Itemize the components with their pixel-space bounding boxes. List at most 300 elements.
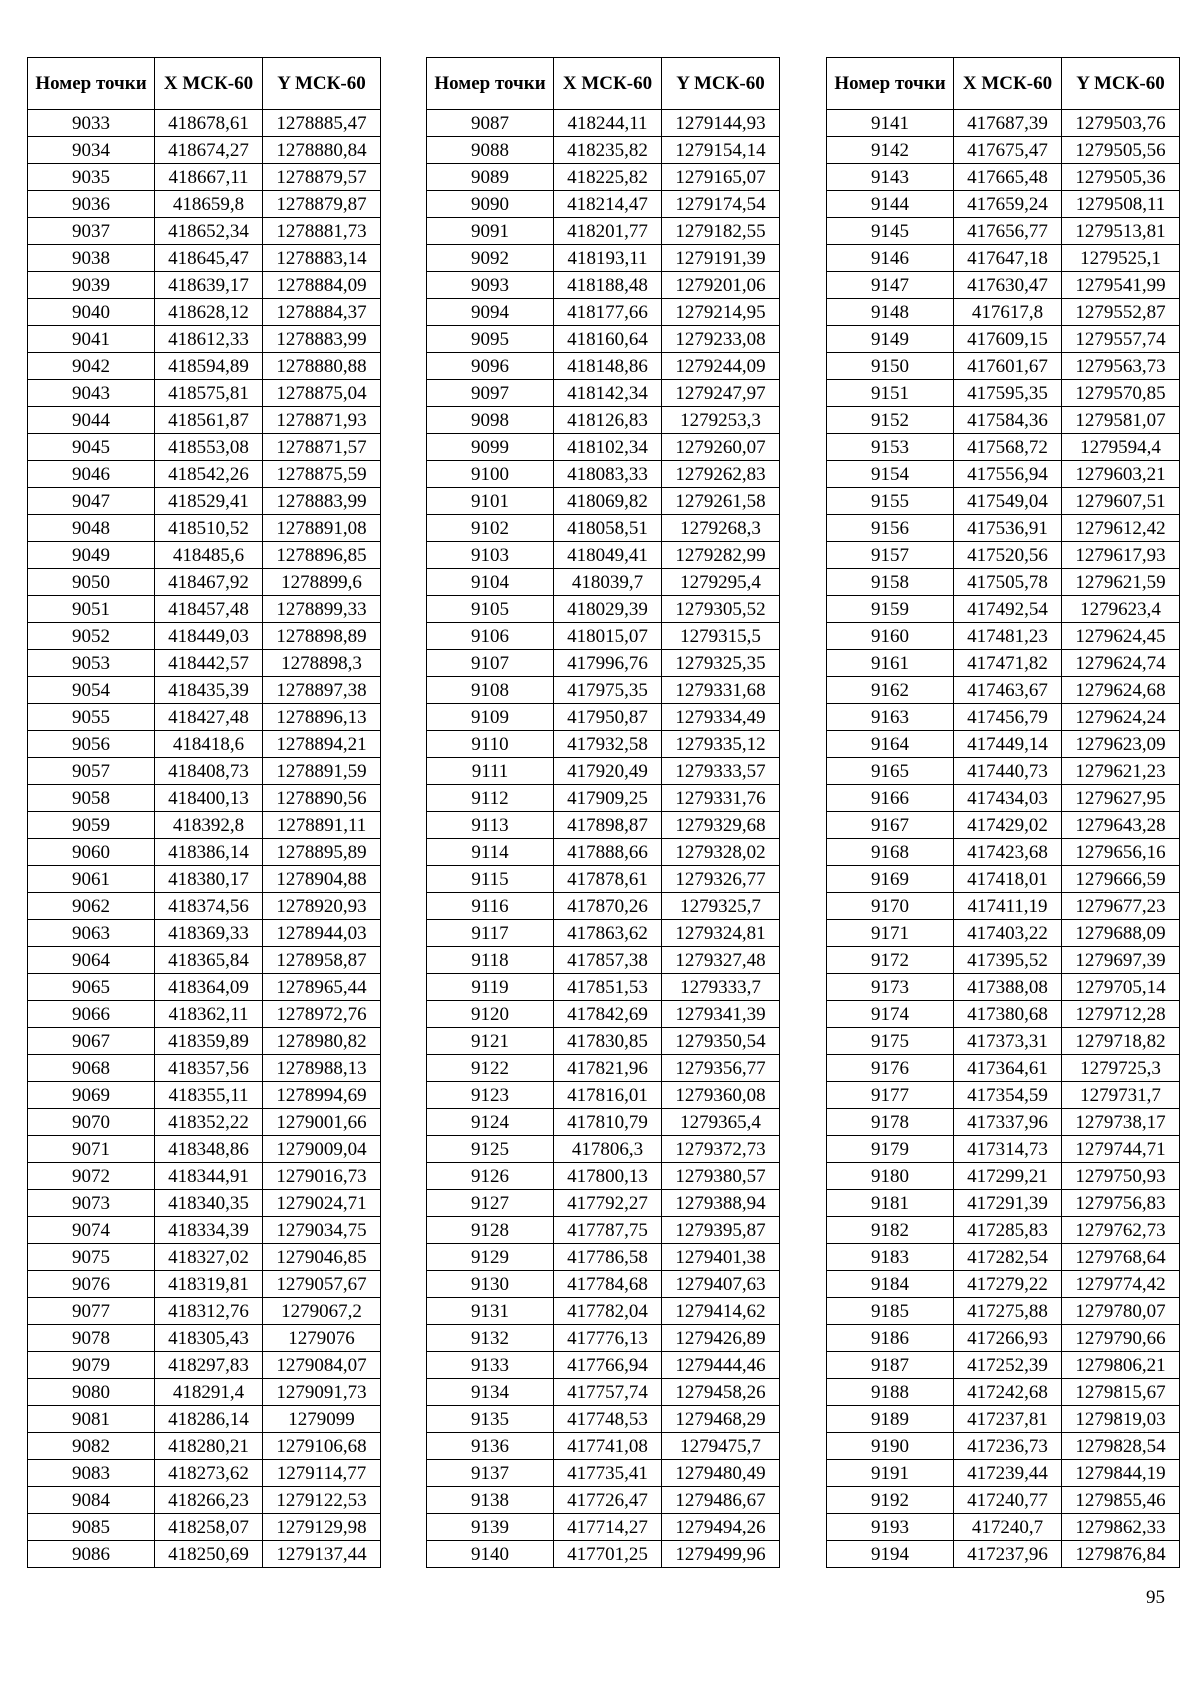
x-coordinate-cell: 418126,83 <box>554 407 662 434</box>
y-coordinate-cell: 1278897,38 <box>263 677 381 704</box>
x-coordinate-cell: 418244,11 <box>554 110 662 137</box>
point-number-cell: 9062 <box>28 893 155 920</box>
y-coordinate-cell: 1279762,73 <box>1062 1217 1180 1244</box>
point-number-cell: 9151 <box>827 380 954 407</box>
x-coordinate-cell: 417440,73 <box>954 758 1062 785</box>
x-coordinate-cell: 418280,21 <box>155 1433 263 1460</box>
point-number-cell: 9128 <box>427 1217 554 1244</box>
point-number-cell: 9188 <box>827 1379 954 1406</box>
point-number-cell: 9168 <box>827 839 954 866</box>
y-coordinate-cell: 1279621,59 <box>1062 569 1180 596</box>
point-number-cell: 9041 <box>28 326 155 353</box>
x-coordinate-cell: 417675,47 <box>954 137 1062 164</box>
point-number-cell: 9103 <box>427 542 554 569</box>
y-coordinate-cell: 1279508,11 <box>1062 191 1180 218</box>
table-row <box>28 1190 381 1217</box>
y-coordinate-cell: 1278880,84 <box>263 137 381 164</box>
point-number-cell: 9076 <box>28 1271 155 1298</box>
x-coordinate-cell: 417810,79 <box>554 1109 662 1136</box>
x-coordinate-cell: 417429,02 <box>954 812 1062 839</box>
x-coordinate-cell: 417364,61 <box>954 1055 1062 1082</box>
table-row <box>28 272 381 299</box>
point-number-cell: 9051 <box>28 596 155 623</box>
table-row <box>827 1433 1180 1460</box>
point-number-cell: 9082 <box>28 1433 155 1460</box>
table-row <box>827 299 1180 326</box>
y-coordinate-cell: 1279262,83 <box>662 461 780 488</box>
table-row <box>427 542 780 569</box>
table-row <box>28 1244 381 1271</box>
y-coordinate-cell: 1279024,71 <box>263 1190 381 1217</box>
table-row <box>827 1190 1180 1217</box>
point-number-cell: 9036 <box>28 191 155 218</box>
table-row <box>427 353 780 380</box>
point-number-cell: 9048 <box>28 515 155 542</box>
y-coordinate-cell: 1279253,3 <box>662 407 780 434</box>
point-number-cell: 9115 <box>427 866 554 893</box>
table-row <box>427 1514 780 1541</box>
table-row <box>827 623 1180 650</box>
x-coordinate-cell: 417584,36 <box>954 407 1062 434</box>
table-row <box>28 1325 381 1352</box>
x-coordinate-cell: 417863,62 <box>554 920 662 947</box>
x-coordinate-cell: 417816,01 <box>554 1082 662 1109</box>
x-coordinate-cell: 417842,69 <box>554 1001 662 1028</box>
point-number-cell: 9061 <box>28 866 155 893</box>
y-coordinate-cell: 1279174,54 <box>662 191 780 218</box>
point-number-cell: 9123 <box>427 1082 554 1109</box>
table-row <box>28 191 381 218</box>
table-row <box>427 218 780 245</box>
table-row <box>827 920 1180 947</box>
y-coordinate-cell: 1279656,16 <box>1062 839 1180 866</box>
y-coordinate-cell: 1279122,53 <box>263 1487 381 1514</box>
y-coordinate-cell: 1279380,57 <box>662 1163 780 1190</box>
point-number-cell: 9166 <box>827 785 954 812</box>
table-row <box>827 704 1180 731</box>
x-coordinate-cell: 417549,04 <box>954 488 1062 515</box>
point-number-cell: 9093 <box>427 272 554 299</box>
point-number-cell: 9172 <box>827 947 954 974</box>
point-number-cell: 9080 <box>28 1379 155 1406</box>
point-number-cell: 9049 <box>28 542 155 569</box>
x-coordinate-cell: 417857,38 <box>554 947 662 974</box>
y-coordinate-cell: 1278883,99 <box>263 488 381 515</box>
point-number-cell: 9045 <box>28 434 155 461</box>
point-number-cell: 9171 <box>827 920 954 947</box>
table-row <box>28 542 381 569</box>
table-row <box>28 407 381 434</box>
table-row <box>28 1352 381 1379</box>
x-coordinate-cell: 417411,19 <box>954 893 1062 920</box>
point-number-cell: 9047 <box>28 488 155 515</box>
x-coordinate-cell: 418305,43 <box>155 1325 263 1352</box>
point-number-cell: 9141 <box>827 110 954 137</box>
x-coordinate-cell: 417279,22 <box>954 1271 1062 1298</box>
table-row <box>827 758 1180 785</box>
point-number-cell: 9106 <box>427 623 554 650</box>
x-coordinate-cell: 418201,77 <box>554 218 662 245</box>
x-coordinate-cell: 417776,13 <box>554 1325 662 1352</box>
y-coordinate-header: Y МСК-60 <box>263 58 381 110</box>
table-row <box>827 1460 1180 1487</box>
y-coordinate-cell: 1279247,97 <box>662 380 780 407</box>
x-coordinate-cell: 417471,82 <box>954 650 1062 677</box>
y-coordinate-cell: 1279328,02 <box>662 839 780 866</box>
y-coordinate-cell: 1278875,59 <box>263 461 381 488</box>
y-coordinate-cell: 1279623,4 <box>1062 596 1180 623</box>
table-row <box>427 407 780 434</box>
point-number-cell: 9178 <box>827 1109 954 1136</box>
y-coordinate-cell: 1279677,23 <box>1062 893 1180 920</box>
y-coordinate-cell: 1278944,03 <box>263 920 381 947</box>
table-row <box>427 1325 780 1352</box>
point-number-cell: 9055 <box>28 704 155 731</box>
table-row <box>427 758 780 785</box>
x-coordinate-cell: 418542,26 <box>155 461 263 488</box>
point-number-cell: 9100 <box>427 461 554 488</box>
y-coordinate-cell: 1279503,76 <box>1062 110 1180 137</box>
y-coordinate-cell: 1278884,09 <box>263 272 381 299</box>
table-row <box>827 1244 1180 1271</box>
y-coordinate-cell: 1279624,45 <box>1062 623 1180 650</box>
y-coordinate-cell: 1279623,09 <box>1062 731 1180 758</box>
table-row <box>427 974 780 1001</box>
x-coordinate-cell: 417830,85 <box>554 1028 662 1055</box>
table-row <box>827 1001 1180 1028</box>
table-row <box>827 137 1180 164</box>
y-coordinate-cell: 1278895,89 <box>263 839 381 866</box>
table-row <box>427 1541 780 1568</box>
x-coordinate-cell: 418102,34 <box>554 434 662 461</box>
point-number-cell: 9079 <box>28 1352 155 1379</box>
table-row <box>827 1379 1180 1406</box>
x-coordinate-cell: 417659,24 <box>954 191 1062 218</box>
point-number-cell: 9069 <box>28 1082 155 1109</box>
y-coordinate-cell: 1279356,77 <box>662 1055 780 1082</box>
y-coordinate-cell: 1279725,3 <box>1062 1055 1180 1082</box>
x-coordinate-cell: 418148,86 <box>554 353 662 380</box>
table-row <box>28 299 381 326</box>
point-number-cell: 9113 <box>427 812 554 839</box>
point-number-cell: 9138 <box>427 1487 554 1514</box>
table-row <box>827 542 1180 569</box>
point-number-cell: 9037 <box>28 218 155 245</box>
y-coordinate-cell: 1279001,66 <box>263 1109 381 1136</box>
table-row <box>427 434 780 461</box>
point-number-cell: 9145 <box>827 218 954 245</box>
y-coordinate-cell: 1279525,1 <box>1062 245 1180 272</box>
point-number-cell: 9184 <box>827 1271 954 1298</box>
point-number-cell: 9091 <box>427 218 554 245</box>
point-number-cell: 9042 <box>28 353 155 380</box>
y-coordinate-cell: 1279624,68 <box>1062 677 1180 704</box>
point-number-cell: 9189 <box>827 1406 954 1433</box>
point-number-cell: 9112 <box>427 785 554 812</box>
point-number-cell: 9084 <box>28 1487 155 1514</box>
x-coordinate-cell: 417236,73 <box>954 1433 1062 1460</box>
point-number-cell: 9096 <box>427 353 554 380</box>
point-number-cell: 9039 <box>28 272 155 299</box>
y-coordinate-cell: 1279350,54 <box>662 1028 780 1055</box>
y-coordinate-cell: 1279282,99 <box>662 542 780 569</box>
y-coordinate-cell: 1279552,87 <box>1062 299 1180 326</box>
table-row <box>427 1379 780 1406</box>
x-coordinate-cell: 418612,33 <box>155 326 263 353</box>
point-number-cell: 9050 <box>28 569 155 596</box>
x-coordinate-cell: 418529,41 <box>155 488 263 515</box>
x-coordinate-cell: 418628,12 <box>155 299 263 326</box>
x-coordinate-cell: 417617,8 <box>954 299 1062 326</box>
table-row <box>28 839 381 866</box>
point-number-cell: 9054 <box>28 677 155 704</box>
x-coordinate-cell: 417568,72 <box>954 434 1062 461</box>
x-coordinate-cell: 418408,73 <box>155 758 263 785</box>
y-coordinate-cell: 1278891,59 <box>263 758 381 785</box>
x-coordinate-cell: 417373,31 <box>954 1028 1062 1055</box>
x-coordinate-cell: 418427,48 <box>155 704 263 731</box>
table-row <box>427 1001 780 1028</box>
point-number-cell: 9158 <box>827 569 954 596</box>
x-coordinate-cell: 417463,67 <box>954 677 1062 704</box>
y-coordinate-cell: 1279401,38 <box>662 1244 780 1271</box>
point-number-cell: 9156 <box>827 515 954 542</box>
y-coordinate-cell: 1279233,08 <box>662 326 780 353</box>
point-number-cell: 9142 <box>827 137 954 164</box>
x-coordinate-cell: 417782,04 <box>554 1298 662 1325</box>
y-coordinate-cell: 1279750,93 <box>1062 1163 1180 1190</box>
point-number-cell: 9073 <box>28 1190 155 1217</box>
point-number-cell: 9152 <box>827 407 954 434</box>
x-coordinate-cell: 417285,83 <box>954 1217 1062 1244</box>
y-coordinate-cell: 1279191,39 <box>662 245 780 272</box>
y-coordinate-cell: 1278890,56 <box>263 785 381 812</box>
x-coordinate-cell: 418386,14 <box>155 839 263 866</box>
y-coordinate-cell: 1278885,47 <box>263 110 381 137</box>
point-number-cell: 9148 <box>827 299 954 326</box>
x-coordinate-cell: 417505,78 <box>954 569 1062 596</box>
y-coordinate-cell: 1279876,84 <box>1062 1541 1180 1568</box>
table-row <box>427 1190 780 1217</box>
table-row <box>427 299 780 326</box>
point-number-cell: 9116 <box>427 893 554 920</box>
point-number-cell: 9149 <box>827 326 954 353</box>
point-number-cell: 9159 <box>827 596 954 623</box>
point-number-cell: 9164 <box>827 731 954 758</box>
table-row <box>28 1217 381 1244</box>
point-number-cell: 9085 <box>28 1514 155 1541</box>
point-number-cell: 9150 <box>827 353 954 380</box>
y-coordinate-cell: 1279034,75 <box>263 1217 381 1244</box>
point-number-cell: 9122 <box>427 1055 554 1082</box>
table-row <box>827 785 1180 812</box>
y-coordinate-cell: 1279607,51 <box>1062 488 1180 515</box>
table-row <box>827 461 1180 488</box>
table-row <box>427 1487 780 1514</box>
table-row <box>427 596 780 623</box>
y-coordinate-cell: 1278896,13 <box>263 704 381 731</box>
x-coordinate-cell: 417630,47 <box>954 272 1062 299</box>
point-number-cell: 9034 <box>28 137 155 164</box>
x-coordinate-cell: 418015,07 <box>554 623 662 650</box>
point-number-cell: 9072 <box>28 1163 155 1190</box>
x-coordinate-cell: 418291,4 <box>155 1379 263 1406</box>
point-number-cell: 9059 <box>28 812 155 839</box>
point-number-cell: 9102 <box>427 515 554 542</box>
table-row <box>827 515 1180 542</box>
point-number-cell: 9118 <box>427 947 554 974</box>
table-row <box>827 974 1180 1001</box>
point-number-cell: 9046 <box>28 461 155 488</box>
y-coordinate-cell: 1279486,67 <box>662 1487 780 1514</box>
x-coordinate-cell: 418485,6 <box>155 542 263 569</box>
x-coordinate-cell: 418177,66 <box>554 299 662 326</box>
y-coordinate-cell: 1279666,59 <box>1062 866 1180 893</box>
table-row <box>28 731 381 758</box>
table-row <box>827 191 1180 218</box>
x-coordinate-cell: 418639,17 <box>155 272 263 299</box>
point-number-cell: 9167 <box>827 812 954 839</box>
x-coordinate-cell: 418364,09 <box>155 974 263 1001</box>
y-coordinate-cell: 1279731,7 <box>1062 1082 1180 1109</box>
table-row <box>427 1055 780 1082</box>
point-number-cell: 9070 <box>28 1109 155 1136</box>
point-number-cell: 9121 <box>427 1028 554 1055</box>
y-coordinate-cell: 1279705,14 <box>1062 974 1180 1001</box>
point-number-cell: 9179 <box>827 1136 954 1163</box>
point-number-cell: 9132 <box>427 1325 554 1352</box>
table-row <box>827 731 1180 758</box>
table-row <box>827 245 1180 272</box>
x-coordinate-cell: 417821,96 <box>554 1055 662 1082</box>
y-coordinate-cell: 1279144,93 <box>662 110 780 137</box>
coordinate-table <box>27 57 381 1568</box>
point-number-cell: 9063 <box>28 920 155 947</box>
table-row <box>28 1082 381 1109</box>
x-coordinate-cell: 417252,39 <box>954 1352 1062 1379</box>
x-coordinate-cell: 417909,25 <box>554 785 662 812</box>
y-coordinate-cell: 1279617,93 <box>1062 542 1180 569</box>
point-number-cell: 9185 <box>827 1298 954 1325</box>
x-coordinate-cell: 418049,41 <box>554 542 662 569</box>
y-coordinate-cell: 1279084,07 <box>263 1352 381 1379</box>
y-coordinate-cell: 1279106,68 <box>263 1433 381 1460</box>
x-coordinate-cell: 417556,94 <box>954 461 1062 488</box>
table-row <box>427 191 780 218</box>
point-number-cell: 9161 <box>827 650 954 677</box>
x-coordinate-cell: 417456,79 <box>954 704 1062 731</box>
y-coordinate-cell: 1278988,13 <box>263 1055 381 1082</box>
x-coordinate-cell: 418069,82 <box>554 488 662 515</box>
coordinate-table <box>826 57 1180 1568</box>
y-coordinate-cell: 1278891,11 <box>263 812 381 839</box>
point-number-cell: 9144 <box>827 191 954 218</box>
point-number-cell: 9162 <box>827 677 954 704</box>
table-row <box>427 731 780 758</box>
y-coordinate-cell: 1279333,57 <box>662 758 780 785</box>
y-coordinate-cell: 1279334,49 <box>662 704 780 731</box>
x-coordinate-cell: 417275,88 <box>954 1298 1062 1325</box>
point-number-cell: 9160 <box>827 623 954 650</box>
x-coordinate-cell: 418449,03 <box>155 623 263 650</box>
point-number-cell: 9140 <box>427 1541 554 1568</box>
y-coordinate-cell: 1278883,99 <box>263 326 381 353</box>
table-row <box>28 515 381 542</box>
x-coordinate-cell: 417354,59 <box>954 1082 1062 1109</box>
coordinate-table <box>426 57 780 1568</box>
point-number-cell: 9134 <box>427 1379 554 1406</box>
y-coordinate-cell: 1279494,26 <box>662 1514 780 1541</box>
y-coordinate-cell: 1279009,04 <box>263 1136 381 1163</box>
y-coordinate-cell: 1278896,85 <box>263 542 381 569</box>
y-coordinate-cell: 1278899,33 <box>263 596 381 623</box>
y-coordinate-cell: 1279165,07 <box>662 164 780 191</box>
x-coordinate-cell: 418273,62 <box>155 1460 263 1487</box>
y-coordinate-cell: 1279444,46 <box>662 1352 780 1379</box>
table-row <box>427 137 780 164</box>
y-coordinate-cell: 1278899,6 <box>263 569 381 596</box>
x-coordinate-cell: 418380,17 <box>155 866 263 893</box>
table-row <box>28 812 381 839</box>
x-coordinate-cell: 417996,76 <box>554 650 662 677</box>
table-row <box>28 1460 381 1487</box>
point-number-cell: 9117 <box>427 920 554 947</box>
table-row <box>28 1514 381 1541</box>
table-row <box>827 380 1180 407</box>
x-coordinate-cell: 417950,87 <box>554 704 662 731</box>
y-coordinate-cell: 1279325,7 <box>662 893 780 920</box>
table-row <box>427 839 780 866</box>
point-number-cell: 9193 <box>827 1514 954 1541</box>
y-coordinate-cell: 1278894,21 <box>263 731 381 758</box>
x-coordinate-cell: 417291,39 <box>954 1190 1062 1217</box>
x-coordinate-cell: 417388,08 <box>954 974 1062 1001</box>
point-number-cell: 9060 <box>28 839 155 866</box>
y-coordinate-cell: 1278879,57 <box>263 164 381 191</box>
x-coordinate-header: X МСК-60 <box>554 58 662 110</box>
table-row <box>427 704 780 731</box>
table-row <box>827 434 1180 461</box>
point-number-cell: 9058 <box>28 785 155 812</box>
table-row <box>827 1028 1180 1055</box>
y-coordinate-cell: 1279331,76 <box>662 785 780 812</box>
table-row <box>28 380 381 407</box>
point-number-cell: 9154 <box>827 461 954 488</box>
x-coordinate-header: X МСК-60 <box>954 58 1062 110</box>
header-row <box>28 58 381 110</box>
x-coordinate-cell: 417481,23 <box>954 623 1062 650</box>
point-number-cell: 9108 <box>427 677 554 704</box>
y-coordinate-cell: 1279214,95 <box>662 299 780 326</box>
y-coordinate-cell: 1279718,82 <box>1062 1028 1180 1055</box>
table-row <box>427 1082 780 1109</box>
y-coordinate-cell: 1279855,46 <box>1062 1487 1180 1514</box>
x-coordinate-cell: 418442,57 <box>155 650 263 677</box>
x-coordinate-cell: 417714,27 <box>554 1514 662 1541</box>
x-coordinate-cell: 418674,27 <box>155 137 263 164</box>
y-coordinate-cell: 1278994,69 <box>263 1082 381 1109</box>
y-coordinate-cell: 1278871,93 <box>263 407 381 434</box>
table-row <box>827 1055 1180 1082</box>
point-number-cell: 9137 <box>427 1460 554 1487</box>
x-coordinate-cell: 418340,35 <box>155 1190 263 1217</box>
x-coordinate-cell: 417418,01 <box>954 866 1062 893</box>
point-number-cell: 9147 <box>827 272 954 299</box>
x-coordinate-cell: 418266,23 <box>155 1487 263 1514</box>
x-coordinate-cell: 417975,35 <box>554 677 662 704</box>
point-number-cell: 9177 <box>827 1082 954 1109</box>
table-row <box>28 1541 381 1568</box>
